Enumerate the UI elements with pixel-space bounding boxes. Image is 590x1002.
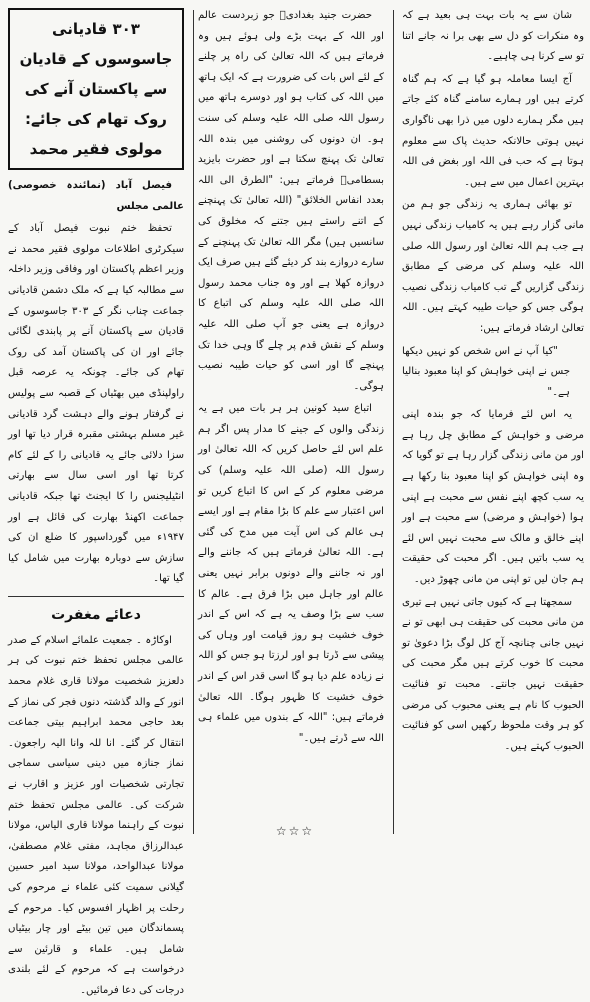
article-middle-column bbox=[198, 6, 384, 830]
news-left-column bbox=[8, 6, 185, 996]
paragraph: سمجھتا ہے کہ کیوں جاتی نہیں ہے تیری من مانی محبت کی حقیقت ہی ابھی تو نے نہیں جانی چنانچہ آج کل لوگ بڑا دعویٰ تو محبت کا خوب کرتے ہیں مگر محبت کی حقیقت نہیں جانتے۔ محبت تو فنائیت الحبوب کا نام ہے یعنی محبوب کی مرضی کو ہر وقت ملحوظ رکھیں اسی کو فنائیت الحبوب کہتے ہیں۔ bbox=[402, 596, 584, 752]
news-body: تحفظ ختم نبوت فیصل آباد کے سیکرٹری اطلاعات مولوی فقیر محمد نے وزیر اعظم پاکستان اور وفاقی وزیر داخلہ سے مطالبہ کیا ہے کہ ملک دشمن قادیانی جماعت چناب نگر کے ۳۰۳ جاسوسوں کے قادیان سے پاکستان آنے پر پابندی لگائی جائے اور ان کی پاکستان آمد کی روک تھام کی جائے۔ چونکہ یہ عرصہ قبل راولپنڈی میں بھٹیاں کے قصبہ سے پولیس نے گرفتار ہونے والے دہشت گرد قادیانی غیر مسلم بہشتی مقبرہ قرار دیا تھا اور سزا دلائی جائے یہ قادیانی را کے لئے کام کرتا تھا اور اسی سال سے بھارتی انٹیلیجنس را کا ایجنٹ تھا جبکہ قادیانی جماعت اکھنڈ بھارت کی قائل ہے اور ۱۹۴۷ء میں گورداسپور کا ضلع ان کی سازش سے دوبارہ بھارت میں شامل کیا گیا تھا۔ bbox=[8, 223, 185, 585]
column-divider bbox=[393, 10, 394, 834]
stars-ornament: ☆☆☆ bbox=[275, 824, 315, 838]
paragraph: اتباع سید کونین ہر ہر بات میں ہے یہ زندگی والوں کے جینے کا مدار پس اگر ہم علم اس لئے حاصل کریں کہ اللہ تعالیٰ اور رسول اللہ (صلی اللہ علیہ وسلم) کی مرضی معلوم کر کے اس کا اتباع کریں تو اس اعتبار سے علم کا بڑا مقام ہے اور ایسے ہی عالم کی اس آیت میں مدح کی گئی ہے۔ اللہ تعالیٰ فرماتے ہیں کہ جاننے والے اور نہ جاننے والے دونوں برابر نہیں یعنی عالم اور جاہل میں بڑا فرق ہے۔ عالم کا سب سے بڑا وصف یہ ہے کہ اس کے اندر خوف خشیت ہو روز قیامت اور وہاں کی پیشی سے ڈرتا ہو اور لرزتا ہو جس کو اللہ نے زیادہ علم دیا ہو گا اسی قدر اس کے اندر خوف خشیت کا ظہور ہوگا۔ اللہ تعالیٰ فرماتے ہیں: "اللہ کے بندوں میں علماء ہی اللہ سے ڈرتے ہیں۔" bbox=[198, 403, 384, 744]
section-divider bbox=[8, 596, 184, 597]
headline-box bbox=[8, 8, 184, 170]
quote-paragraph: "کیا آپ نے اس شخص کو نہیں دیکھا جس نے اپنی خواہش کو اپنا معبود بنالیا ہے۔" bbox=[402, 345, 570, 398]
dateline: فیصل آباد (نمائندہ خصوصی) عالمی مجلس bbox=[8, 180, 184, 212]
obituary-body: اوکاڑہ ۔ جمعیت علمائے اسلام کے صدر عالمی مجلس تحفظ ختم نبوت کی ہر دلعزیز شخصیت مولانا قاری غلام محمد انور کے والد گذشتہ دنوں فجر کی نماز کے بعد حاجی محمد ابراہیم بیتی جماعت انتقال کر گئے۔ انا للہ وانا الیہ راجعون۔ نماز جنازہ میں دینی سیاسی سماجی تجارتی شخصیات اور عزیز و اقارب نے شرکت کی۔ عالمی مجلس تحفظ ختم نبوت کے راہنما مولانا قاری الیاس، مولانا عبدالرزاق مجاہد، مفتی غلام مصطفیٰ، مولانا عبدالواحد، مولانا سید امیر حسین گیلانی سمیت کئی علماء نے مرحوم کی رحلت پر اظہار افسوس کیا۔ مرحوم کے پسماندگان میں تین بیٹے اور چار بیٹیاں شامل ہیں۔ علماء و قارئین سے درخواست ہے کہ مرحوم کے لئے بلندی درجات کی دعا فرمائیں۔ bbox=[8, 634, 184, 996]
paragraph: حضرت جنید بغدادیؒ جو زبردست عالم اور اللہ کے بہت بڑے ولی ہوئے ہیں وہ فرماتے ہیں کہ اللہ تعالیٰ کی راہ پر چلنے کے لئے اس بات کی ضرورت ہے کہ ایک ہاتھ میں اللہ کی کتاب ہو اور دوسرے ہاتھ میں رسول اللہ صلی اللہ علیہ وسلم کی سنت ہو۔ ان دونوں کی روشنی میں بندہ اللہ تعالیٰ تک پہنچ سکتا ہے اور حضرت بایزید بسطامیؒ فرماتے ہیں: "الطرق الی اللہ بعدد انفاس الخلائق" (اللہ تعالیٰ تک پہنچنے کے اتنے راستے ہیں جتنے کہ مخلوق کی سانسیں ہیں) مگر اللہ تعالیٰ تک پہنچنے کے سارے دروازے بند کر دیئے گئے ہیں صرف ایک دروازہ کھلا ہے اور وہ جناب محمد رسول اللہ صلی اللہ علیہ وسلم کی اتباع کا دروازہ ہے یعنی جو آپ صلی اللہ علیہ وسلم کے نقش قدم پر چلے گا وہی خدا تک پہنچے گا اور اسی کو حیات طیبہ نصیب ہوگی۔ bbox=[198, 10, 384, 392]
paragraph: شان سے یہ بات بہت ہی بعید ہے کہ وہ منکرات کو دل سے بھی برا نہ جانے اتنا تو سے کرنا ہی چاہیے۔ bbox=[402, 10, 584, 63]
section-title: دعائے مغفرت bbox=[51, 606, 141, 623]
paragraph: آج ایسا معاملہ ہو گیا ہے کہ ہم گناہ کرتے ہیں اور ہمارے سامنے گناہ کئے جاتے ہیں مگر ہمارے دلوں میں ذرا بھی ناگواری نہیں ہوتی حالانکہ حدیث پاک سے معلوم ہوتا ہے کہ حب فی اللہ اور بغض فی اللہ بہترین اعمال میں سے ہیں۔ bbox=[402, 73, 584, 188]
paragraph: یہ اس لئے فرمایا کہ جو بندہ اپنی مرضی و خواہش کے مطابق چل رہا ہے اور من مانی زندگی گزار رہا ہے تو گویا کہ وہ اپنی خواہش کو اپنا معبود بنا رکھا ہے یہ سب کچھ اپنے نفس سے محبت ہے اپنی ہوا (خواہش و مرضی) سے محبت ہے اور اپنے خالق و مالک سے محبت نہیں اس لئے یہ سب باتیں ہیں۔ اگر محبت کی حقیقت ہم جان لیں تو اپنی من مانی چھوڑ دیں۔ bbox=[402, 409, 584, 586]
column-divider bbox=[193, 10, 194, 834]
article-right-column bbox=[402, 6, 584, 830]
headline: ۳۰۳ قادیانی جاسوسوں کے قادیان سے پاکستان آنے کی روک تھام کی جائے: مولوی فقیر محمد bbox=[19, 20, 173, 158]
paragraph: تو بھائی ہماری یہ زندگی جو ہم من مانی گزار رہے ہیں یہ کامیاب زندگی نہیں ہے جب ہم اللہ تعالیٰ اور رسول اللہ صلی اللہ علیہ وسلم کی مرضی کے مطابق زندگی گزاریں گے تب کامیاب زندگی نصیب ہوگی جس کو حیات طیبہ کہتے ہیں۔ اللہ تعالیٰ ارشاد فرماتے ہیں: bbox=[402, 199, 584, 334]
